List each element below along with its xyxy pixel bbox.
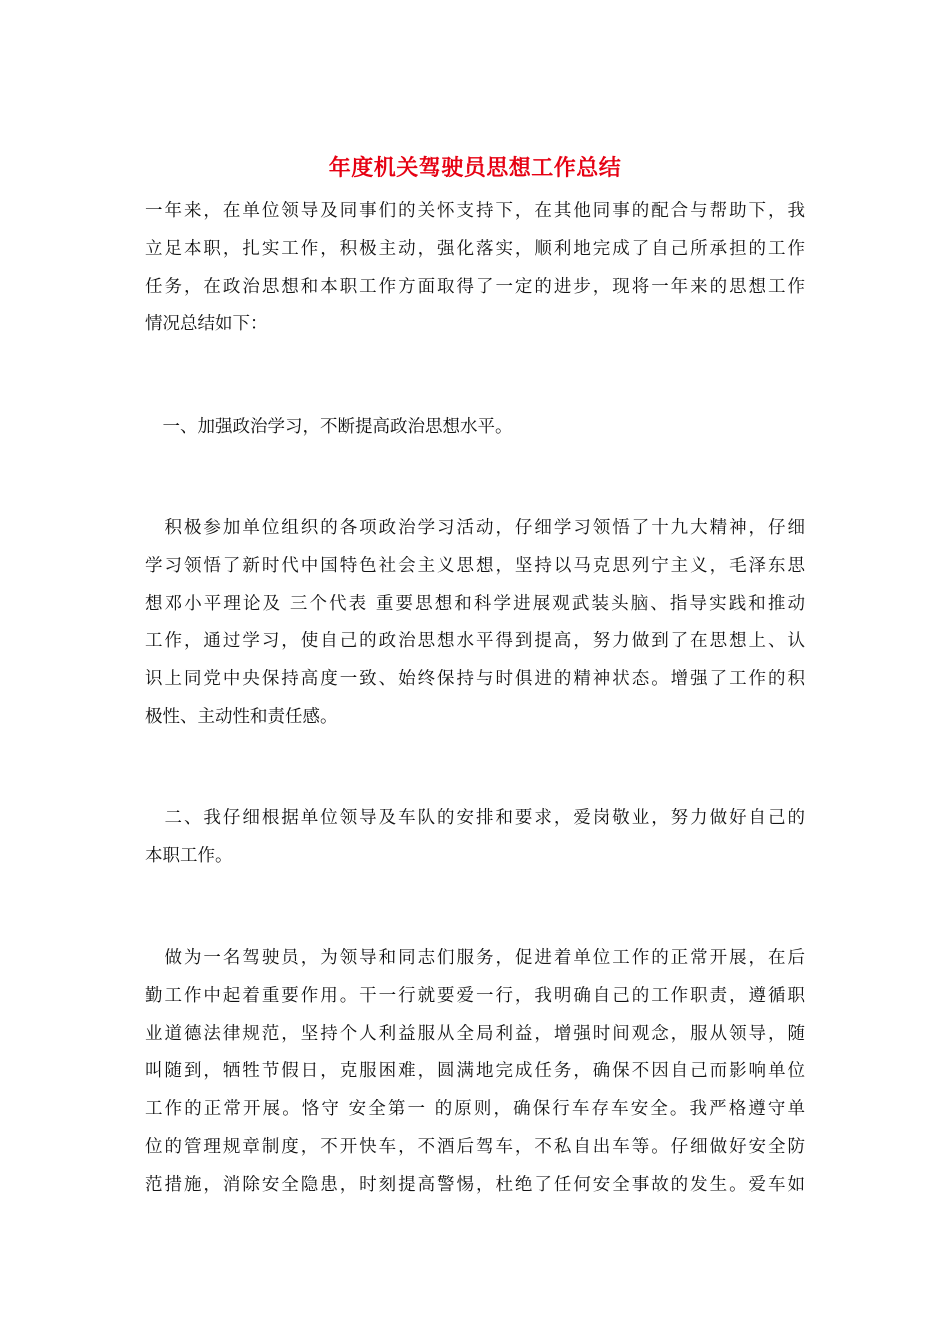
paragraph-line: 本职工作。 [145, 845, 233, 866]
paragraph-political-study [145, 510, 805, 737]
paragraph-line: 范措施，消除安全隐患，时刻提高警惕，杜绝了任何安全事故的发生。爱车如 [145, 1174, 805, 1195]
paragraph-line: 工作，通过学习，使自己的政治思想水平得到提高，努力做到了在思想上、认 [145, 631, 805, 652]
paragraph-line: 一、加强政治学习，不断提高政治思想水平。 [145, 417, 513, 437]
paragraph-line: 勤工作中起着重要作用。干一行就要爱一行，我明确自己的工作职责，遵循职 [145, 985, 805, 1006]
section-heading-1 [145, 409, 805, 447]
paragraph-line: 情况总结如下： [145, 314, 268, 335]
paragraph-line: 积极参加单位组织的各项政治学习活动，仔细学习领悟了十九大精神，仔细 [145, 518, 805, 538]
document-title: 年度机关驾驶员思想工作总结 [328, 155, 622, 181]
paragraph-line: 学习领悟了新时代中国特色社会主义思想，坚持以马克思列宁主义，毛泽东思 [145, 555, 805, 576]
section-heading-2 [145, 800, 805, 876]
paragraph-line: 识上同党中央保持高度一致、始终保持与时俱进的精神状态。增强了工作的积 [145, 669, 805, 690]
paragraph-line: 位的管理规章制度，不开快车，不酒后驾车，不私自出车等。仔细做好安全防 [145, 1136, 805, 1157]
paragraph-line: 任务，在政治思想和本职工作方面取得了一定的进步，现将一年来的思想工作 [145, 276, 805, 297]
paragraph-line: 一年来，在单位领导及同事们的关怀支持下，在其他同事的配合与帮助下，我 [145, 201, 805, 221]
paragraph-line: 立足本职，扎实工作，积极主动，强化落实，顺利地完成了自己所承担的工作 [145, 238, 805, 259]
paragraph-line: 业道德法律规范，坚持个人利益服从全局利益，增强时间观念，服从领导，随 [145, 1023, 805, 1044]
paragraph-line: 二、我仔细根据单位领导及车队的安排和要求，爱岗敬业，努力做好自己的 [145, 808, 805, 828]
paragraph-line: 极性、主动性和责任感。 [145, 706, 338, 727]
paragraph-line: 叫随到，牺牲节假日，克服困难，圆满地完成任务，确保不因自己而影响单位 [145, 1061, 805, 1082]
paragraph-driver-duties [145, 940, 805, 1205]
paragraph-line: 做为一名驾驶员，为领导和同志们服务，促进着单位工作的正常开展，在后 [145, 948, 805, 968]
paragraph-intro [145, 193, 805, 344]
paragraph-line: 工作的正常开展。恪守 安全第一 的原则，确保行车存车安全。我严格遵守单 [145, 1099, 805, 1120]
paragraph-line: 想邓小平理论及 三个代表 重要思想和科学进展观武装头脑、指导实践和推动 [145, 593, 805, 614]
